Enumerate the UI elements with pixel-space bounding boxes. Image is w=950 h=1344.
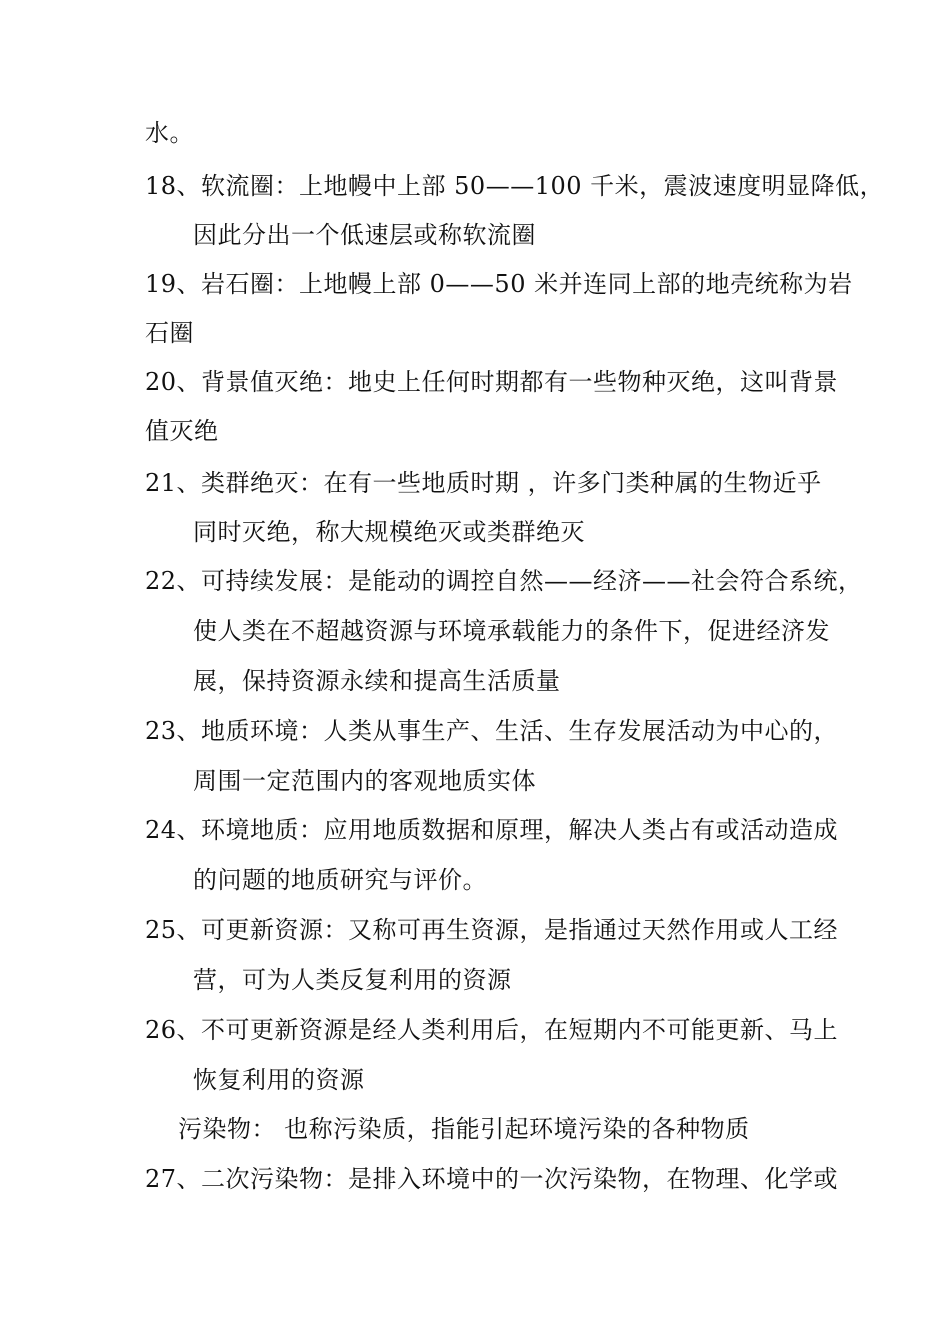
term-22-line-1: 22、可持续发展：是能动的调控自然——经济——社会符合系统， bbox=[145, 567, 863, 595]
term-26-line-1: 26、不可更新资源是经人类利用后，在短期内不可能更新、马上 bbox=[145, 1016, 839, 1044]
term-21-line-2: 同时灭绝，称大规模绝灭或类群绝灭 bbox=[193, 518, 585, 546]
term-22-line-2: 使人类在不超越资源与环境承载能力的条件下，促进经济发 bbox=[193, 617, 830, 645]
term-24-line-2: 的问题的地质研究与评价。 bbox=[193, 866, 487, 894]
term-21-line-1: 21、类群绝灭：在有一些地质时期 ，许多门类种属的生物近乎 bbox=[145, 469, 822, 497]
term-25-line-2: 营，可为人类反复利用的资源 bbox=[193, 966, 512, 994]
term-19-line-2: 石圈 bbox=[145, 319, 194, 347]
term-25-line-1: 25、可更新资源：又称可再生资源，是指通过天然作用或人工经 bbox=[145, 916, 839, 944]
term-26-line-2: 恢复利用的资源 bbox=[193, 1066, 365, 1094]
term-23-line-2: 周围一定范围内的客观地质实体 bbox=[193, 767, 536, 795]
term-20-line-1: 20、背景值灭绝：地史上任何时期都有一些物种灭绝，这叫背景 bbox=[145, 368, 839, 396]
pollutant-definition: 污染物： 也称污染质，指能引起环境污染的各种物质 bbox=[178, 1115, 750, 1143]
term-22-line-3: 展，保持资源永续和提高生活质量 bbox=[193, 667, 561, 695]
term-20-line-2: 值灭绝 bbox=[145, 417, 219, 445]
term-24-line-1: 24、环境地质：应用地质数据和原理，解决人类占有或活动造成 bbox=[145, 816, 839, 844]
term-23-line-1: 23、地质环境：人类从事生产、生活、生存发展活动为中心的， bbox=[145, 717, 839, 745]
term-27-line-1: 27、二次污染物：是排入环境中的一次污染物，在物理、化学或 bbox=[145, 1165, 839, 1193]
text-line-1: 水。 bbox=[145, 119, 194, 147]
term-18-line-1: 18、软流圈：上地幔中上部 50——100 千米，震波速度明显降低， bbox=[145, 172, 885, 200]
term-18-line-2: 因此分出一个低速层或称软流圈 bbox=[193, 221, 536, 249]
term-19-line-1: 19、岩石圈：上地幔上部 0——50 米并连同上部的地壳统称为岩 bbox=[145, 270, 853, 298]
